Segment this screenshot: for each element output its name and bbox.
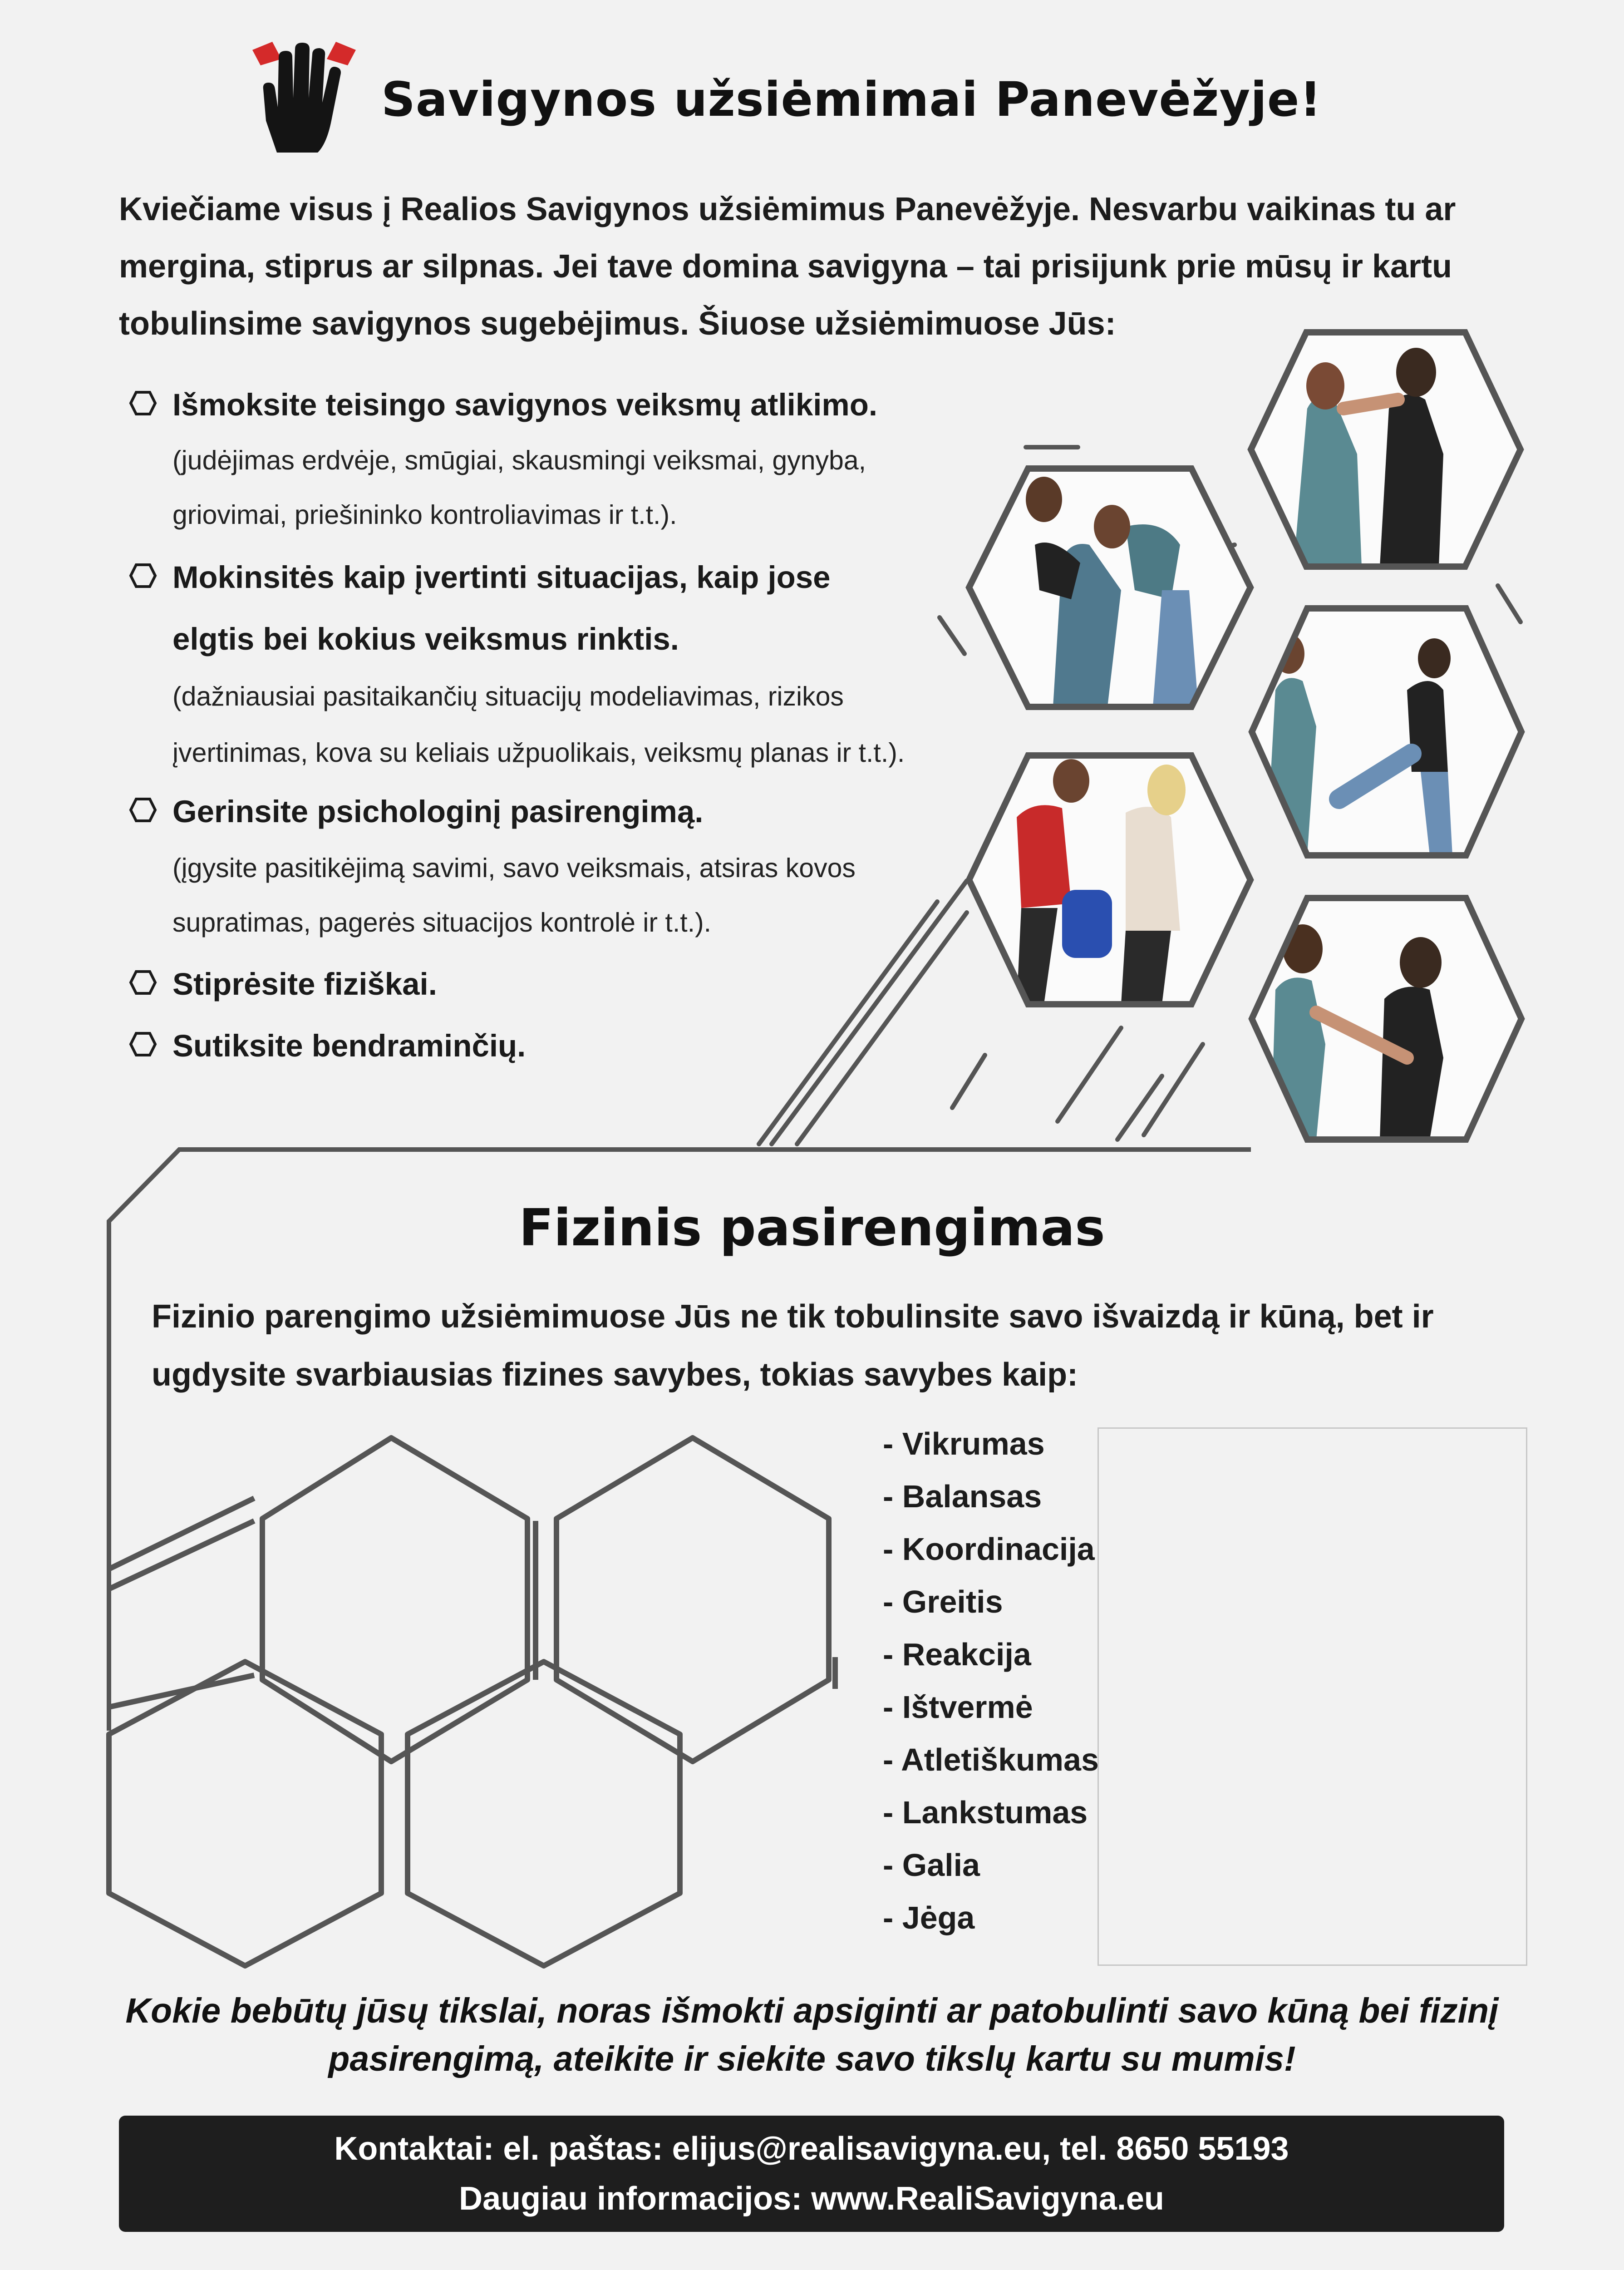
benefit-title: elgtis bei kokius veiksmus rinktis.	[172, 622, 679, 656]
benefit-detail: (dažniausiai pasitaikančių situacijų modeliavimas, rizikos	[172, 681, 844, 711]
intro-line: mergina, stiprus ar silpnas. Jei tave domina savigyna – tai prisijunk prie mūsų ir kartu	[119, 248, 1452, 285]
benefit-detail: (įgysite pasitikėjimą savimi, savo veiksmais, atsiras kovos	[172, 853, 856, 883]
benefit-title: Išmoksite teisingo savigynos veiksmų atlikimo.	[172, 387, 878, 422]
physical-intro-line: Fizinio parengimo užsiėmimuose Jūs ne tik tobulinsite savo išvaizdą ir kūną, bet ir	[152, 1298, 1434, 1335]
quality-item: - Atletiškumas	[883, 1742, 1099, 1777]
contact-info	[119, 2124, 1504, 2224]
stop-hand-icon	[250, 39, 359, 157]
quality-item: - Reakcija	[883, 1637, 1031, 1672]
benefit-title: Stiprėsite fiziškai.	[172, 967, 437, 1002]
intro-line: Kviečiame visus į Realios Savigynos užsiėmimus Panevėžyje. Nesvarbu vaikinas tu ar	[119, 191, 1456, 227]
quality-item: - Koordinacija	[883, 1531, 1095, 1567]
closing-line: Kokie bebūtų jūsų tikslai, noras išmokti apsiginti ar patobulinti savo kūną bei fizinį	[125, 1991, 1499, 2030]
quality-item: - Greitis	[883, 1584, 1003, 1619]
closing-line: pasirengimą, ateikite ir siekite savo tikslų kartu su mumis!	[328, 2039, 1296, 2078]
benefit-title: Sutiksite bendraminčių.	[172, 1028, 526, 1063]
quality-item: - Balansas	[883, 1479, 1042, 1514]
benefit-detail: įvertinimas, kova su keliais užpuolikais, veiksmų planas ir t.t.).	[172, 738, 905, 768]
training-photo-3	[1252, 608, 1524, 858]
quality-item: - Ištvermė	[883, 1689, 1033, 1725]
page-title: Savigynos užsiėmimai Panevėžyje!	[381, 72, 1322, 127]
closing-message	[0, 1987, 1624, 2083]
training-photo-4	[969, 755, 1250, 1005]
benefit-detail: griovimai, priešininko kontroliavimas ir t.t.).	[172, 500, 677, 530]
hexagon-bullet-icon	[129, 1031, 157, 1057]
hexagon-bullet-icon	[129, 970, 157, 995]
benefit-detail: supratimas, pagerės situacijos kontrolė ir t.t.).	[172, 908, 712, 938]
physical-intro	[152, 1288, 1559, 1404]
quality-item: - Lankstumas	[883, 1795, 1088, 1830]
benefit-title: Mokinsitės kaip įvertinti situacijas, kaip jose	[172, 560, 831, 595]
intro-paragraph	[119, 181, 1526, 352]
benefit-title: Gerinsite psichologinį pasirengimą.	[172, 794, 704, 829]
intro-line: tobulinsime savigynos sugebėjimus. Šiuose užsiėmimuose Jūs:	[119, 306, 1116, 342]
quality-item: - Galia	[883, 1847, 980, 1883]
hexagon-bullet-icon	[129, 797, 157, 823]
hexagon-bullet-icon	[129, 563, 157, 588]
quality-item: - Jėga	[883, 1900, 975, 1935]
training-photo-2	[969, 469, 1250, 709]
quality-item: - Vikrumas	[883, 1426, 1045, 1461]
website-line: Daugiau informacijos: www.RealiSavigyna.eu	[459, 2181, 1164, 2217]
physical-intro-line: ugdysite svarbiausias fizines savybes, tokias savybes kaip:	[152, 1357, 1078, 1393]
contact-line: Kontaktai: el. paštas: elijus@realisavigyna.eu, tel. 8650 55193	[334, 2131, 1289, 2167]
section-title: Fizinis pasirengimas	[519, 1199, 1105, 1258]
benefit-detail: (judėjimas erdvėje, smūgiai, skausmingi veiksmai, gynyba,	[172, 445, 866, 475]
training-photo-1	[1251, 332, 1523, 568]
image-placeholder-box	[1097, 1427, 1527, 1966]
hexagon-bullet-icon	[129, 390, 157, 416]
training-photo-5	[1252, 898, 1524, 1143]
